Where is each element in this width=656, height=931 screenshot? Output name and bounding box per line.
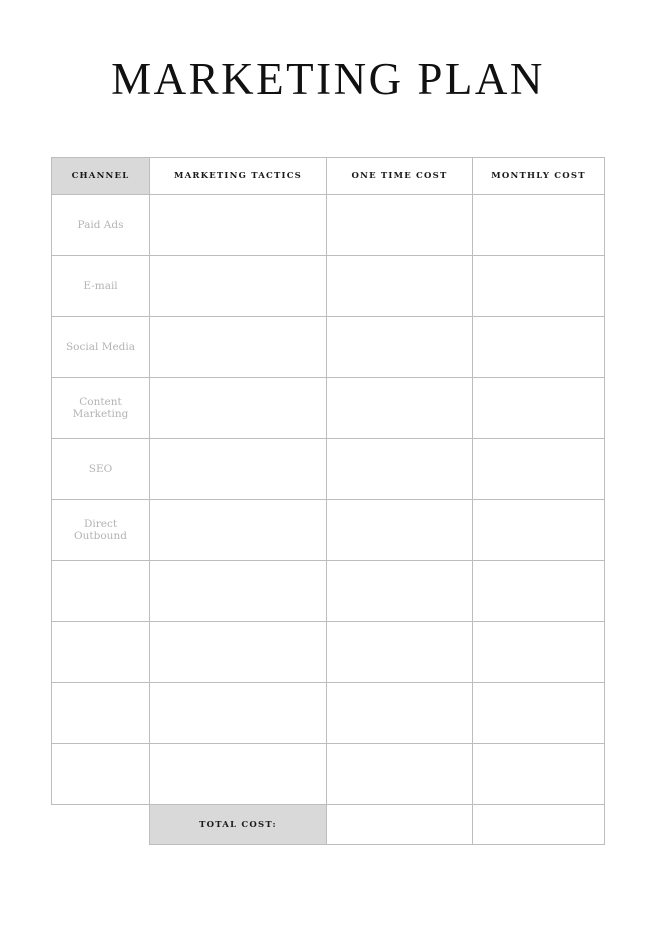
channel-label: Direct Outbound — [74, 517, 127, 542]
channel-cell[interactable] — [52, 378, 150, 439]
one-time-cost-cell[interactable] — [327, 622, 473, 683]
one-time-cost-cell[interactable] — [327, 439, 473, 500]
channel-label: E-mail — [83, 279, 118, 292]
header-channel: CHANNEL — [52, 158, 150, 195]
monthly-cost-cell[interactable] — [473, 439, 605, 500]
tactics-cell[interactable] — [150, 683, 327, 744]
table-row — [52, 683, 605, 744]
tactics-cell[interactable] — [150, 256, 327, 317]
tactics-cell[interactable] — [150, 561, 327, 622]
monthly-cost-cell[interactable] — [473, 683, 605, 744]
channel-cell[interactable] — [52, 683, 150, 744]
total-one-time-cost-cell[interactable] — [327, 805, 473, 845]
channel-label: Social Media — [65, 340, 135, 353]
channel-cell[interactable] — [52, 439, 150, 500]
monthly-cost-cell[interactable] — [473, 622, 605, 683]
table-row — [52, 317, 605, 378]
one-time-cost-cell[interactable] — [327, 256, 473, 317]
one-time-cost-cell[interactable] — [327, 378, 473, 439]
channel-cell[interactable] — [52, 622, 150, 683]
one-time-cost-cell[interactable] — [327, 195, 473, 256]
one-time-cost-cell[interactable] — [327, 500, 473, 561]
channel-label: Paid Ads — [77, 218, 124, 231]
channel-cell[interactable] — [52, 195, 150, 256]
monthly-cost-cell[interactable] — [473, 195, 605, 256]
header-row — [52, 158, 605, 195]
channel-cell[interactable] — [52, 561, 150, 622]
channel-label: SEO — [88, 462, 113, 475]
one-time-cost-cell[interactable] — [327, 561, 473, 622]
header-marketing-tactics: MARKETING TACTICS — [150, 158, 327, 195]
table-row — [52, 561, 605, 622]
tactics-cell[interactable] — [150, 195, 327, 256]
table-row — [52, 439, 605, 500]
table-row — [52, 744, 605, 805]
monthly-cost-cell[interactable] — [473, 317, 605, 378]
monthly-cost-cell[interactable] — [473, 256, 605, 317]
channel-cell[interactable] — [52, 500, 150, 561]
header-one-time-cost: ONE TIME COST — [327, 158, 473, 195]
channel-cell[interactable] — [52, 256, 150, 317]
table-row — [52, 378, 605, 439]
table-row — [52, 256, 605, 317]
channel-cell[interactable] — [52, 317, 150, 378]
tactics-cell[interactable] — [150, 744, 327, 805]
tactics-cell[interactable] — [150, 378, 327, 439]
monthly-cost-cell[interactable] — [473, 500, 605, 561]
total-monthly-cost-cell[interactable] — [473, 805, 605, 845]
monthly-cost-cell[interactable] — [473, 744, 605, 805]
total-cost-label: TOTAL COST: — [150, 805, 327, 845]
tactics-cell[interactable] — [150, 622, 327, 683]
table-row — [52, 500, 605, 561]
table-row — [52, 195, 605, 256]
monthly-cost-cell[interactable] — [473, 561, 605, 622]
tactics-cell[interactable] — [150, 317, 327, 378]
table-row — [52, 622, 605, 683]
one-time-cost-cell[interactable] — [327, 744, 473, 805]
page-title: MARKETING PLAN — [111, 54, 545, 104]
one-time-cost-cell[interactable] — [327, 317, 473, 378]
channel-label: Content Marketing — [72, 395, 129, 420]
monthly-cost-cell[interactable] — [473, 378, 605, 439]
header-monthly-cost: MONTHLY COST — [473, 158, 605, 195]
marketing-plan-table — [51, 157, 605, 845]
total-row — [52, 805, 605, 845]
tactics-cell[interactable] — [150, 500, 327, 561]
channel-cell[interactable] — [52, 744, 150, 805]
tactics-cell[interactable] — [150, 439, 327, 500]
one-time-cost-cell[interactable] — [327, 683, 473, 744]
blank-corner — [52, 805, 150, 845]
